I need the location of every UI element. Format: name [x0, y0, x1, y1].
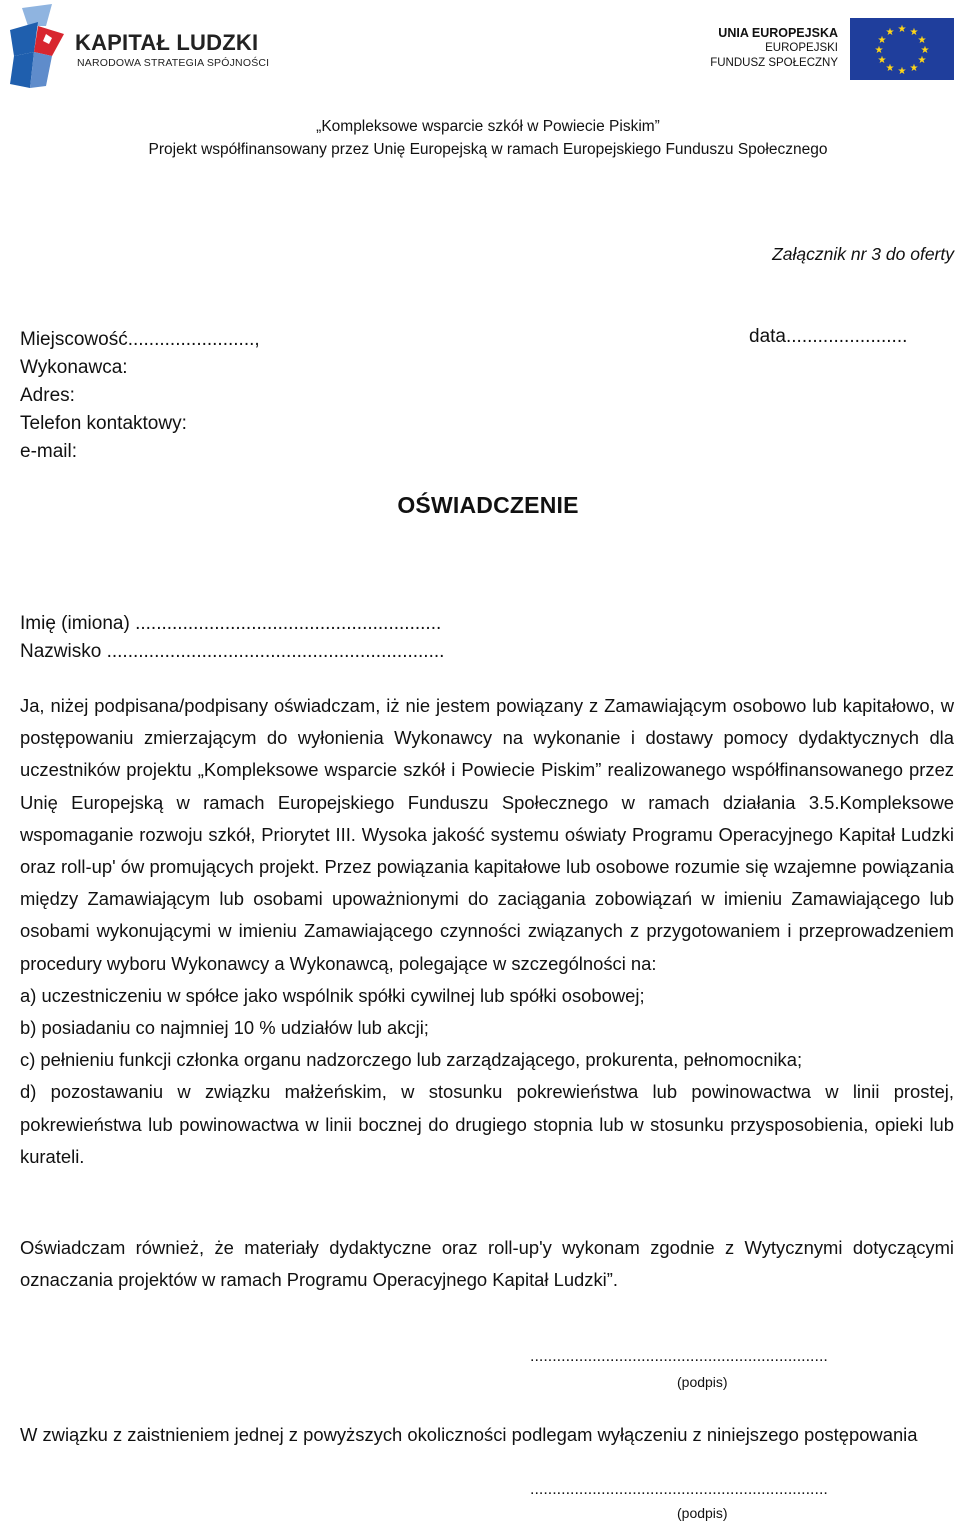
- eu-line3: FUNDUSZ SPOŁECZNY: [710, 57, 838, 69]
- svg-text:★: ★: [897, 24, 907, 35]
- svg-text:★: ★: [885, 63, 895, 74]
- signature-label-1: (podpis): [677, 1374, 728, 1390]
- cofinanced-line: Projekt współfinansowany przez Unię Europejską w ramach Europejskiego Funduszu Społecznego: [148, 141, 828, 158]
- location-field: Miejscowość........................,: [20, 329, 260, 350]
- signature-line-2: ...................................................................: [530, 1481, 828, 1498]
- svg-text:★: ★: [917, 55, 927, 66]
- svg-text:★: ★: [909, 27, 919, 38]
- attachment-label: Załącznik nr 3 do oferty: [772, 244, 954, 264]
- svg-text:★: ★: [897, 66, 907, 77]
- svg-text:★: ★: [885, 27, 895, 38]
- svg-text:★: ★: [874, 45, 884, 56]
- date-field: data.......................: [749, 326, 908, 347]
- declaration-item-a: a) uczestniczeniu w spółce jako wspólnik spółki cywilnej lub spółki osobowej;: [20, 984, 645, 1006]
- signature-line-1: ...................................................................: [530, 1348, 828, 1365]
- email-label: e-mail:: [20, 441, 78, 462]
- kapital-ludzki-title: KAPITAŁ LUDZKI: [75, 30, 259, 55]
- contractor-label: Wykonawca:: [20, 357, 128, 378]
- conflict-statement: W związku z zaistnieniem jednej z powyższych okoliczności podlegam wyłączeniu z niniejszego postępowania: [20, 1424, 918, 1445]
- declaration-body: [20, 690, 954, 1173]
- svg-text:★: ★: [917, 35, 927, 46]
- declaration-item-d: d) pozostawaniu w związku małżeńskim, w stosunku pokrewieństwa lub powinowactwa w linii prostej, pokrewieństwa lub powinowactwa w linii bocznej do drugiego stopnia lub w stosunku przysposobienia, opieki lub kurateli.: [20, 1081, 954, 1167]
- first-name-field: Imię (imiona) ..........................................................: [20, 613, 442, 634]
- person-fields: [20, 610, 444, 666]
- svg-text:★: ★: [920, 45, 930, 56]
- contractor-info: [20, 326, 260, 466]
- declaration-item-c: c) pełnieniu funkcji członka organu nadzorczego lub zarządzającego, prokurenta, pełnomocnika;: [20, 1049, 803, 1071]
- eu-logo-text: [690, 26, 838, 71]
- svg-text:★: ★: [909, 63, 919, 74]
- second-declaration: Oświadczam również, że materiały dydaktyczne oraz roll-up'y wykonam zgodnie z Wytycznymi dotyczącymi oznaczania projektów w ramach Programu Operacyjnego Kapitał Ludzki”.: [20, 1237, 954, 1290]
- phone-label: Telefon kontaktowy:: [20, 413, 187, 434]
- declaration-paragraph: Ja, niżej podpisana/podpisany oświadczam, iż nie jestem powiązany z Zamawiającym osobowo lub kapitałowo, w postępowaniu zmierzającym do wyłonienia Wykonawcy na wykonanie i dostawy pomocy dydaktycznych dla uczestników projektu „Kompleksowe wsparcie szkół i Powiecie Piskim” realizowanego współfinansowanego przez Unię Europejską w ramach Europejskiego Funduszu Społecznego w ramach działania 3.5.Kompleksowe wspomaganie rozwoju szkół, Priorytet III. Wysoka jakość systemu oświaty Programu Operacyjnego Kapitał Ludzki oraz roll-up' ów promujących projekt. Przez powiązania kapitałowe lub osobowe rozumie się wzajemne powiązania między Zamawiającym lub osobami upoważnionymi do zaciągania zobowiązań w imieniu Zamawiającego lub osobami wykonującymi w imieniu Zamawiającego czynności związanych z przygotowaniem i przeprowadzeniem procedury wyboru Wykonawcy a Wykonawcą, polegające w szczególności na:: [20, 695, 954, 974]
- declaration-item-b: b) posiadaniu co najmniej 10 % udziałów lub akcji;: [20, 1017, 429, 1039]
- eu-line1: UNIA EUROPEJSKA: [718, 26, 838, 40]
- svg-text:★: ★: [877, 55, 887, 66]
- svg-text:★: ★: [877, 35, 887, 46]
- address-label: Adres:: [20, 385, 75, 406]
- kapital-ludzki-emblem-icon: [8, 4, 68, 90]
- signature-label-2: (podpis): [677, 1505, 728, 1521]
- document-title: OŚWIADCZENIE: [397, 492, 579, 518]
- project-name: „Kompleksowe wsparcie szkół w Powiecie Piskim”: [316, 118, 660, 135]
- eu-line2: EUROPEJSKI: [765, 42, 838, 54]
- eu-flag-icon: [850, 18, 954, 80]
- last-name-field: Nazwisko ................................................................: [20, 641, 445, 662]
- kapital-ludzki-subtitle: NARODOWA STRATEGIA SPÓJNOŚCI: [77, 57, 270, 69]
